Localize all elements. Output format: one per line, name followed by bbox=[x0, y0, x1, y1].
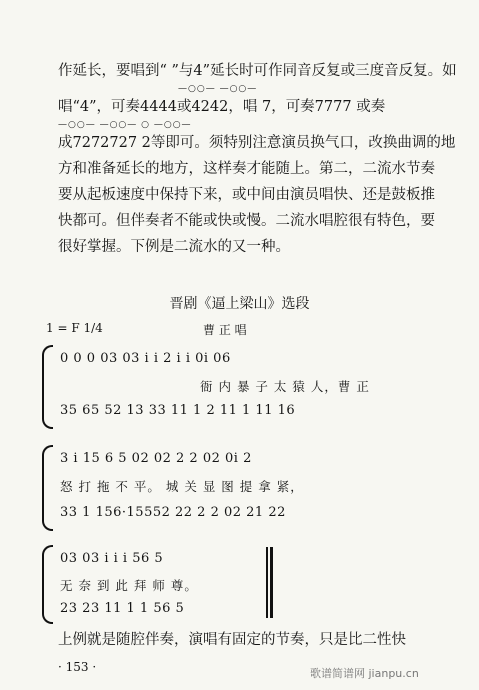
score-system-3 bbox=[44, 545, 274, 620]
score-title: 晋剧《逼上梁山》选段 bbox=[169, 296, 310, 312]
accompaniment-line: 23 23 11 1 1 56 5 bbox=[60, 601, 185, 616]
text-line-3: 成7272727 2等即可。须特别注意演员换气口，改换曲调的地 bbox=[58, 135, 456, 151]
key-signature: 1 = F 1/4 bbox=[46, 321, 103, 335]
lyrics-line: 衙 内 暴 子 太 猿 人，曹 正 bbox=[200, 379, 370, 394]
final-barline bbox=[266, 547, 268, 618]
lyrics-line: 怒 打 拖 不 平。 城 关 显 图 提 拿 紧， bbox=[60, 479, 304, 494]
text-line-2: 唱“4”，可奏4444或4242，唱 7，可奏7777 或奏 bbox=[58, 99, 386, 115]
lyrics-line: 无 奈 到 此 拜 师 尊。 bbox=[60, 578, 198, 593]
dot-mark-line-1: —○○— —○○— bbox=[178, 84, 258, 94]
singer-credit: 曹 正 唱 bbox=[203, 323, 247, 337]
score-system-2 bbox=[44, 445, 304, 527]
accompaniment-line: 33 1 156·15552 22 2 2 02 21 22 bbox=[60, 505, 286, 520]
system-brace bbox=[42, 345, 53, 429]
vocal-line: 3 i 15 6 5 02 02 2 2 02 0i 2 bbox=[60, 451, 252, 466]
text-line-5: 要从起板速度中保持下来，或中间由演员唱快、还是鼓板推 bbox=[58, 187, 435, 203]
text-line-7: 很好掌握。下例是二流水的又一种。 bbox=[58, 239, 290, 255]
watermark: 歌谱简谱网 jianpu.cn bbox=[310, 667, 419, 680]
body-text bbox=[58, 58, 457, 260]
page-number: · 153 · bbox=[58, 660, 97, 674]
closing-paragraph: 上例就是随腔伴奏，演唱有固定的节奏，只是比二性快 bbox=[58, 632, 406, 648]
score-system-1 bbox=[44, 345, 370, 425]
system-brace bbox=[42, 545, 53, 624]
vocal-line: 0 0 0 03 03 i i 2 i i 0i 06 bbox=[60, 351, 231, 366]
vocal-line: 03 03 i i i 56 5 bbox=[60, 551, 164, 566]
text-line-6: 快都可。但伴奏者不能或快或慢。二流水唱腔很有特色，要 bbox=[58, 213, 435, 229]
final-barline-thick bbox=[270, 547, 273, 618]
dot-mark-line-2: —○○— —○○— ○ —○○— bbox=[58, 120, 192, 130]
text-line-4: 方和准备延长的地方，这样奏才能随上。第二，二流水节奏 bbox=[58, 161, 435, 177]
system-brace bbox=[42, 445, 53, 531]
text-line-1: 作延长，要唱到“ ”与4”延长时可作同音反复或三度音反复。如 bbox=[58, 63, 457, 79]
accompaniment-line: 35 65 52 13 33 11 1 2 11 1 11 16 bbox=[60, 403, 296, 418]
